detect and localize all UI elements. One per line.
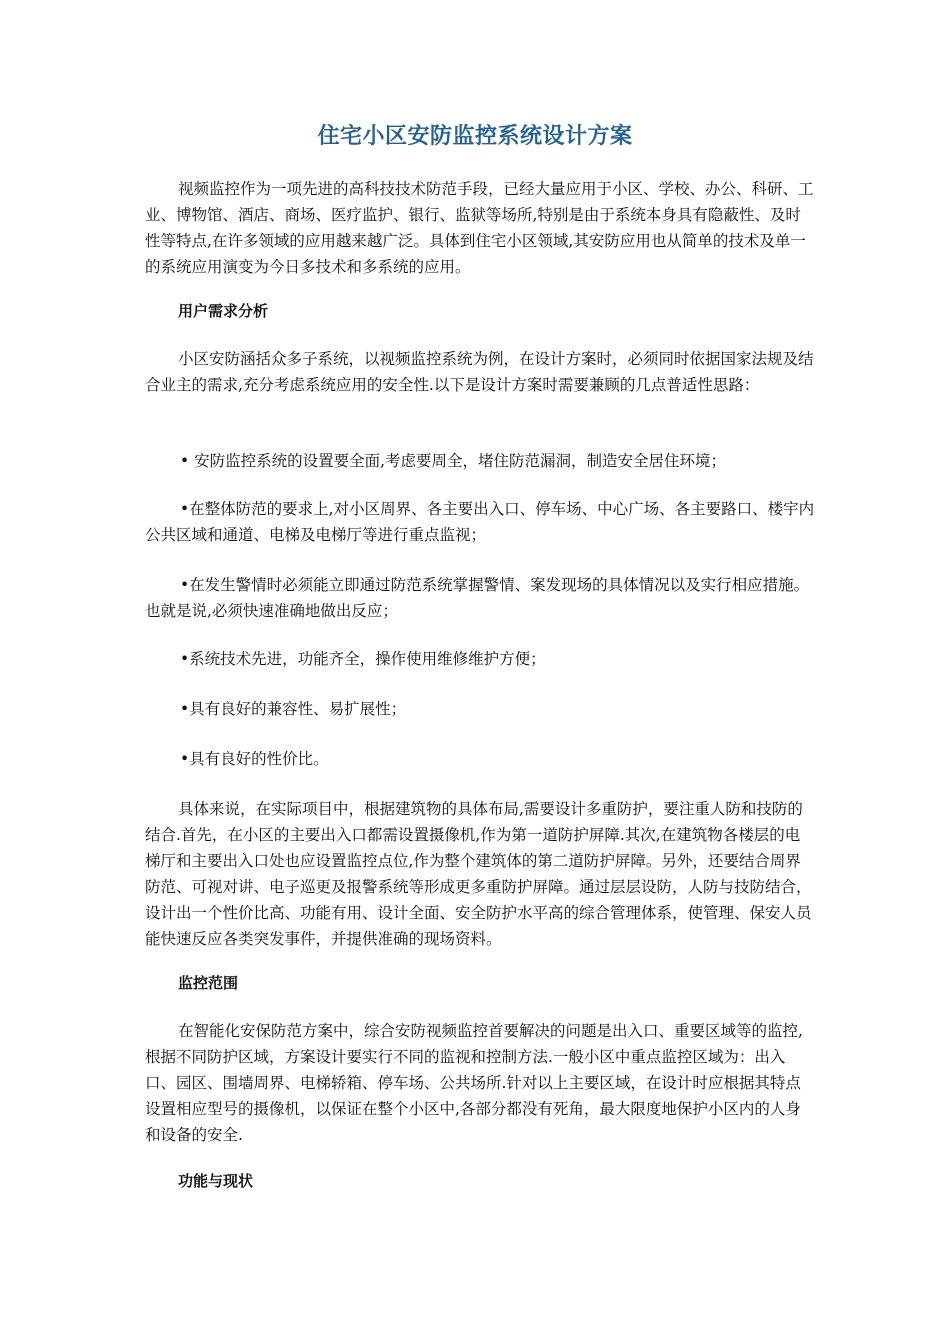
section-heading-requirements: 用户需求分析 xyxy=(178,302,269,320)
requirements-paragraph: 小区安防涵括众多子系统，以视频监控系统为例，在设计方案时，必须同时依据国家法规及结合业主的需求,充分考虑系统应用的安全性.以下是设计方案时需要兼顾的几点普适性思路： xyxy=(145,350,814,394)
intro-paragraph: 视频监控作为一项先进的高科技技术防范手段，已经大量应用于小区、学校、办公、科研、工业、博物馆、酒店、商场、医疗监护、银行、监狱等场所,特别是由于系统本身具有隐蔽性、及时性等特点,在许多领域的应用越来越广泛。具体到住宅小区领域,其安防应用也从简单的技术及单一的系统应用演变为今日多技术和多系统的应用。 xyxy=(145,180,814,276)
section-heading-function: 功能与现状 xyxy=(178,1172,254,1190)
bullet-item: •在整体防范的要求上,对小区周界、各主要出入口、停车场、中心广场、各主要路口、楼宇内公共区域和通道、电梯及电梯厅等进行重点监视； xyxy=(145,500,815,544)
scope-paragraph: 在智能化安保防范方案中，综合安防视频监控首要解决的问题是出入口、重要区域等的监控,根据不同防护区域，方案设计要实行不同的监视和控制方法.一般小区中重点监控区域为：出入口、园区、围墙周界、电梯轿箱、停车场、公共场所.针对以上主要区域，在设计时应根据其特点设置相应型号的摄像机，以保证在整个小区中,各部分都没有死角，最大限度地保护小区内的人身和设备的安全. xyxy=(145,1022,803,1144)
bullet-item: •具有良好的兼容性、易扩展性； xyxy=(180,700,407,718)
bullet-item: •具有良好的性价比。 xyxy=(180,750,329,768)
detail-paragraph: 具体来说，在实际项目中，根据建筑物的具体布局,需要设计多重防护，要注重人防和技防的结合.首先，在小区的主要出入口都需设置摄像机,作为第一道防护屏障.其次,在建筑物各楼层的电梯厅和主要出入口处也应设置监控点位,作为整个建筑体的第二道防护屏障。另外，还要结合周界防范、可视对讲、电子巡更及报警系统等形成更多重防护屏障。通过层层设防，人防与技防结合，设计出一个性价比高、功能有用、设计全面、安全防护水平高的综合管理体系，使管理、保安人员能快速反应各类突发事件，并提供准确的现场资料。 xyxy=(145,800,812,948)
bullet-item: • 安防监控系统的设置要全面,考虑要周全，堵住防范漏洞，制造安全居住环境； xyxy=(180,452,726,470)
document-title: 住宅小区安防监控系统设计方案 xyxy=(317,124,633,149)
bullet-item: •在发生警情时必须能立即通过防范系统掌握警情、案发现场的具体情况以及实行相应措施。也就是说,必须快速准确地做出反应； xyxy=(145,576,810,620)
section-heading-scope: 监控范围 xyxy=(178,974,239,992)
bullet-item: •系统技术先进，功能齐全，操作使用维修维护方便； xyxy=(180,650,546,668)
